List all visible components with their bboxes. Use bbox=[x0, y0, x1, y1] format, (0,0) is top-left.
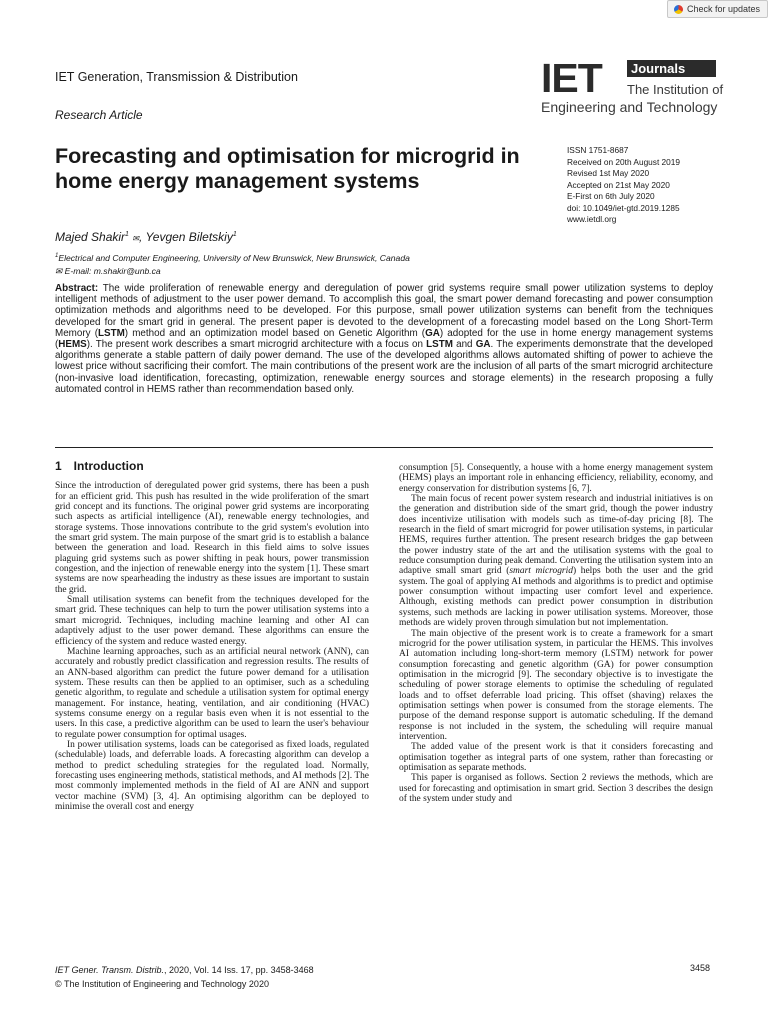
received-date: Received on 20th August 2019 bbox=[567, 156, 681, 167]
body-column-right bbox=[399, 463, 713, 804]
journals-label: Journals bbox=[627, 60, 716, 77]
institution-line-2: Engineering and Technology bbox=[541, 99, 718, 115]
body-column-left bbox=[55, 461, 369, 812]
copyright: © The Institution of Engineering and Technology 2020 bbox=[55, 979, 269, 989]
paragraph: This paper is organised as follows. Section 2 reviews the methods, which are used for forecasting and optimisation in smart grid. Section 3 describes the design of the system under study and bbox=[399, 773, 713, 804]
abstract-label: Abstract: bbox=[55, 283, 99, 294]
iet-logo-mark: IET bbox=[541, 55, 602, 101]
check-for-updates-label: Check for updates bbox=[687, 4, 761, 14]
paragraph: consumption [5]. Consequently, a house with a home energy management system (HEMS) plays an important role in enhancing efficiency, reliability, economy, and energy conservation for distribution systems [6, 7]. bbox=[399, 463, 713, 494]
accepted-date: Accepted on 21st May 2020 bbox=[567, 179, 670, 190]
institution-line-1: The Institution of bbox=[627, 82, 724, 97]
page-footer bbox=[55, 963, 314, 991]
affiliation-text: Electrical and Computer Engineering, University of New Brunswick, New Brunswick, Canada bbox=[58, 252, 410, 263]
efirst-date: E-First on 6th July 2020 bbox=[567, 191, 655, 201]
paragraph: The main focus of recent power system research and industrial initiatives is on the generation and distribution side of the smart grid, though the power industry does incentivize utilisation with models such as time-of-day pricing [8]. The research in the field of smart microgrid for power utilisation systems, in particular HEMS, requires further attention. The present research bridges the gap between the power industry state of the art and the utilisation systems with the goal to reduce consumption during peak demand. Converting the utilisation system into an adaptive small smart grid (smart microgrid) helps both the user and the grid system. The goal of applying AI methods and algorithms is to predict and optimise power consumption without impacting user comfort level and experience. Although, existing methods can predict power consumption in distribution systems, such methods are lacking in power utilisation systems. Moreover, those methods are widely proven through simulation but not implementation. bbox=[399, 494, 714, 629]
envelope-icon: ✉ bbox=[132, 234, 139, 243]
paragraph: Small utilisation systems can benefit from the techniques developed for the smart grid. These techniques can help to turn the power utilisation systems into a smart microgrid. Techniques, including machine learning and other AI can adaptively adjust to the user power demand. These algorithms can ensure the efficiency of the system and reduce wasted energy. bbox=[55, 595, 369, 647]
revised-date: Revised 1st May 2020 bbox=[567, 168, 650, 178]
affiliation: $^1$Electrical and Computer Engineering, University of New Brunswick, New Brunswick, Canada ✉ E-mail: m.shakir@unb.ca bbox=[55, 252, 410, 276]
paper-title: Forecasting and optimisation for microgrid in home energy management systems bbox=[55, 144, 520, 193]
abstract: Abstract: The wide proliferation of renewable energy and deregulation of power grid systems require small power utilization systems to deploy intelligent methods of adjustment to the user power demand. To accomplish this goal, the smart power demand forecasting and power consumption optimization methods and algorithms need to be developed. For this purpose, small power utilization systems can benefit from the techniques developed for the smart grid in general. The present paper is devoted to the development of a forecasting model based on the Long Short-Term Memory (LSTM) method and an optimization model based on Genetic Algorithm (GA) adopted for the use in home energy management systems (HEMS). The present work describes a smart microgrid architecture with a focus on LSTM and GA. The experiments demonstrate that the developed algorithms generate a stable pattern of daily power demand. The use of the developed algorithms allows automated shifting of power to achieve the lowest price without sacrificing their comfort. The main contributions of the present work are the inclusion of all parts of the smart microgrid architecture (non-invasive load identification, forecasting, optimization, renewable energy sources and storage elements) in the research proposing a fully automated control in HEMS rather than recommendation based only. bbox=[55, 283, 713, 395]
paragraph: Since the introduction of deregulated power grid systems, there has been a push for an efficient grid. This push has resulted in the wide proliferation of the smart grid concept and its functions. The original power grid systems are incorporating such aspects as artificial intelligence (AI), renewable energy technologies, and storage systems. Those innovations contribute to the grid system's evolution into the smart grid system. The main purpose of the smart grid is to establish a balance between the generation and load. Research in this field aims to solve issues plaguing grid systems such as power shifting in peak hours, power transmission congestion, and the injection of renewable energy into the system [1]. These smart systems are now spearheading the industry as these issues are important to sustain the grid. bbox=[55, 481, 369, 595]
website-link[interactable]: www.ietdl.org bbox=[567, 214, 617, 224]
envelope-icon: ✉ bbox=[55, 265, 63, 276]
crossmark-icon bbox=[674, 5, 683, 14]
author-name: Majed Shakir bbox=[55, 230, 126, 244]
article-type: Research Article bbox=[55, 108, 143, 122]
issn: ISSN 1751-8687 bbox=[567, 145, 629, 155]
doi[interactable]: doi: 10.1049/iet-gtd.2019.1285 bbox=[567, 202, 680, 213]
author-list: Majed Shakir$^1$ ✉, Yevgen Biletskiy$^1$ bbox=[55, 230, 237, 244]
citation-journal: IET Gener. Transm. Distrib. bbox=[55, 965, 165, 975]
paragraph: The added value of the present work is that it considers forecasting and optimisation together as integral parts of one system, rather than forecasting or optimisation as separate methods. bbox=[399, 742, 713, 773]
divider bbox=[55, 447, 713, 448]
iet-logo bbox=[541, 55, 724, 120]
page-number: 3458 bbox=[690, 963, 711, 973]
journal-name: IET Generation, Transmission & Distribution bbox=[55, 70, 298, 84]
paragraph: Machine learning approaches, such as an artificial neural network (ANN), can accurately and robustly predict classification and regression results. The results of an ANN-based algorithm can predict the future power demand for a utilisation system. These results can then be applied to an optimiser, such as a scheduling genetic algorithm, to regulate and schedule a utilisation system for optimal energy management. For instance, heating, ventilation, and air conditioning (HVAC) systems consume energy on a regular basis even when it is not essential to the users. In this case, a predictive algorithm can be used to learn the user's behaviour to regulate power consumption for optimal usages. bbox=[55, 646, 369, 740]
check-for-updates-badge[interactable] bbox=[667, 0, 768, 18]
article-meta bbox=[567, 145, 680, 226]
paragraph: The main objective of the present work is to create a framework for a smart microgrid for the power utilisation system, in particular the HEMS. This involves AI automation including long-short-term memory (LSTM) network for power consumption forecasting and genetic algorithm (GA) for power consumption optimisation in the microgrid [9]. The secondary objective is to investigate the scheduling of power storage elements to optimise the scheduling of regulated loads and to offset deferrable load pricing. This offset (shaving) relaxes the optimisation settings when power is consumed from the storage elements. The purpose of the demand response support is automatic scheduling. If the demand response is not included in the system, the scheduling will require manual intervention. bbox=[399, 628, 713, 742]
author-email[interactable]: E-mail: m.shakir@unb.ca bbox=[64, 265, 161, 276]
paragraph: In power utilisation systems, loads can be categorised as fixed loads, regulated (schedulable) loads, and deferrable loads. A forecasting algorithm can develop a method to predict scheduling strategies for the regulated load. Normally, forecasting uses engineering methods, statistical methods, and AI methods [2]. The most commonly implemented methods in the field of AI are ANN and support vector machine (SVM) [3, 4]. An optimising algorithm can be deployed to minimise the overall cost and energy bbox=[55, 739, 369, 812]
section-heading: 1 Introduction bbox=[55, 459, 144, 473]
author-name: Yevgen Biletskiy bbox=[145, 230, 233, 244]
citation-details: , 2020, Vol. 14 Iss. 17, pp. 3458-3468 bbox=[164, 965, 314, 975]
